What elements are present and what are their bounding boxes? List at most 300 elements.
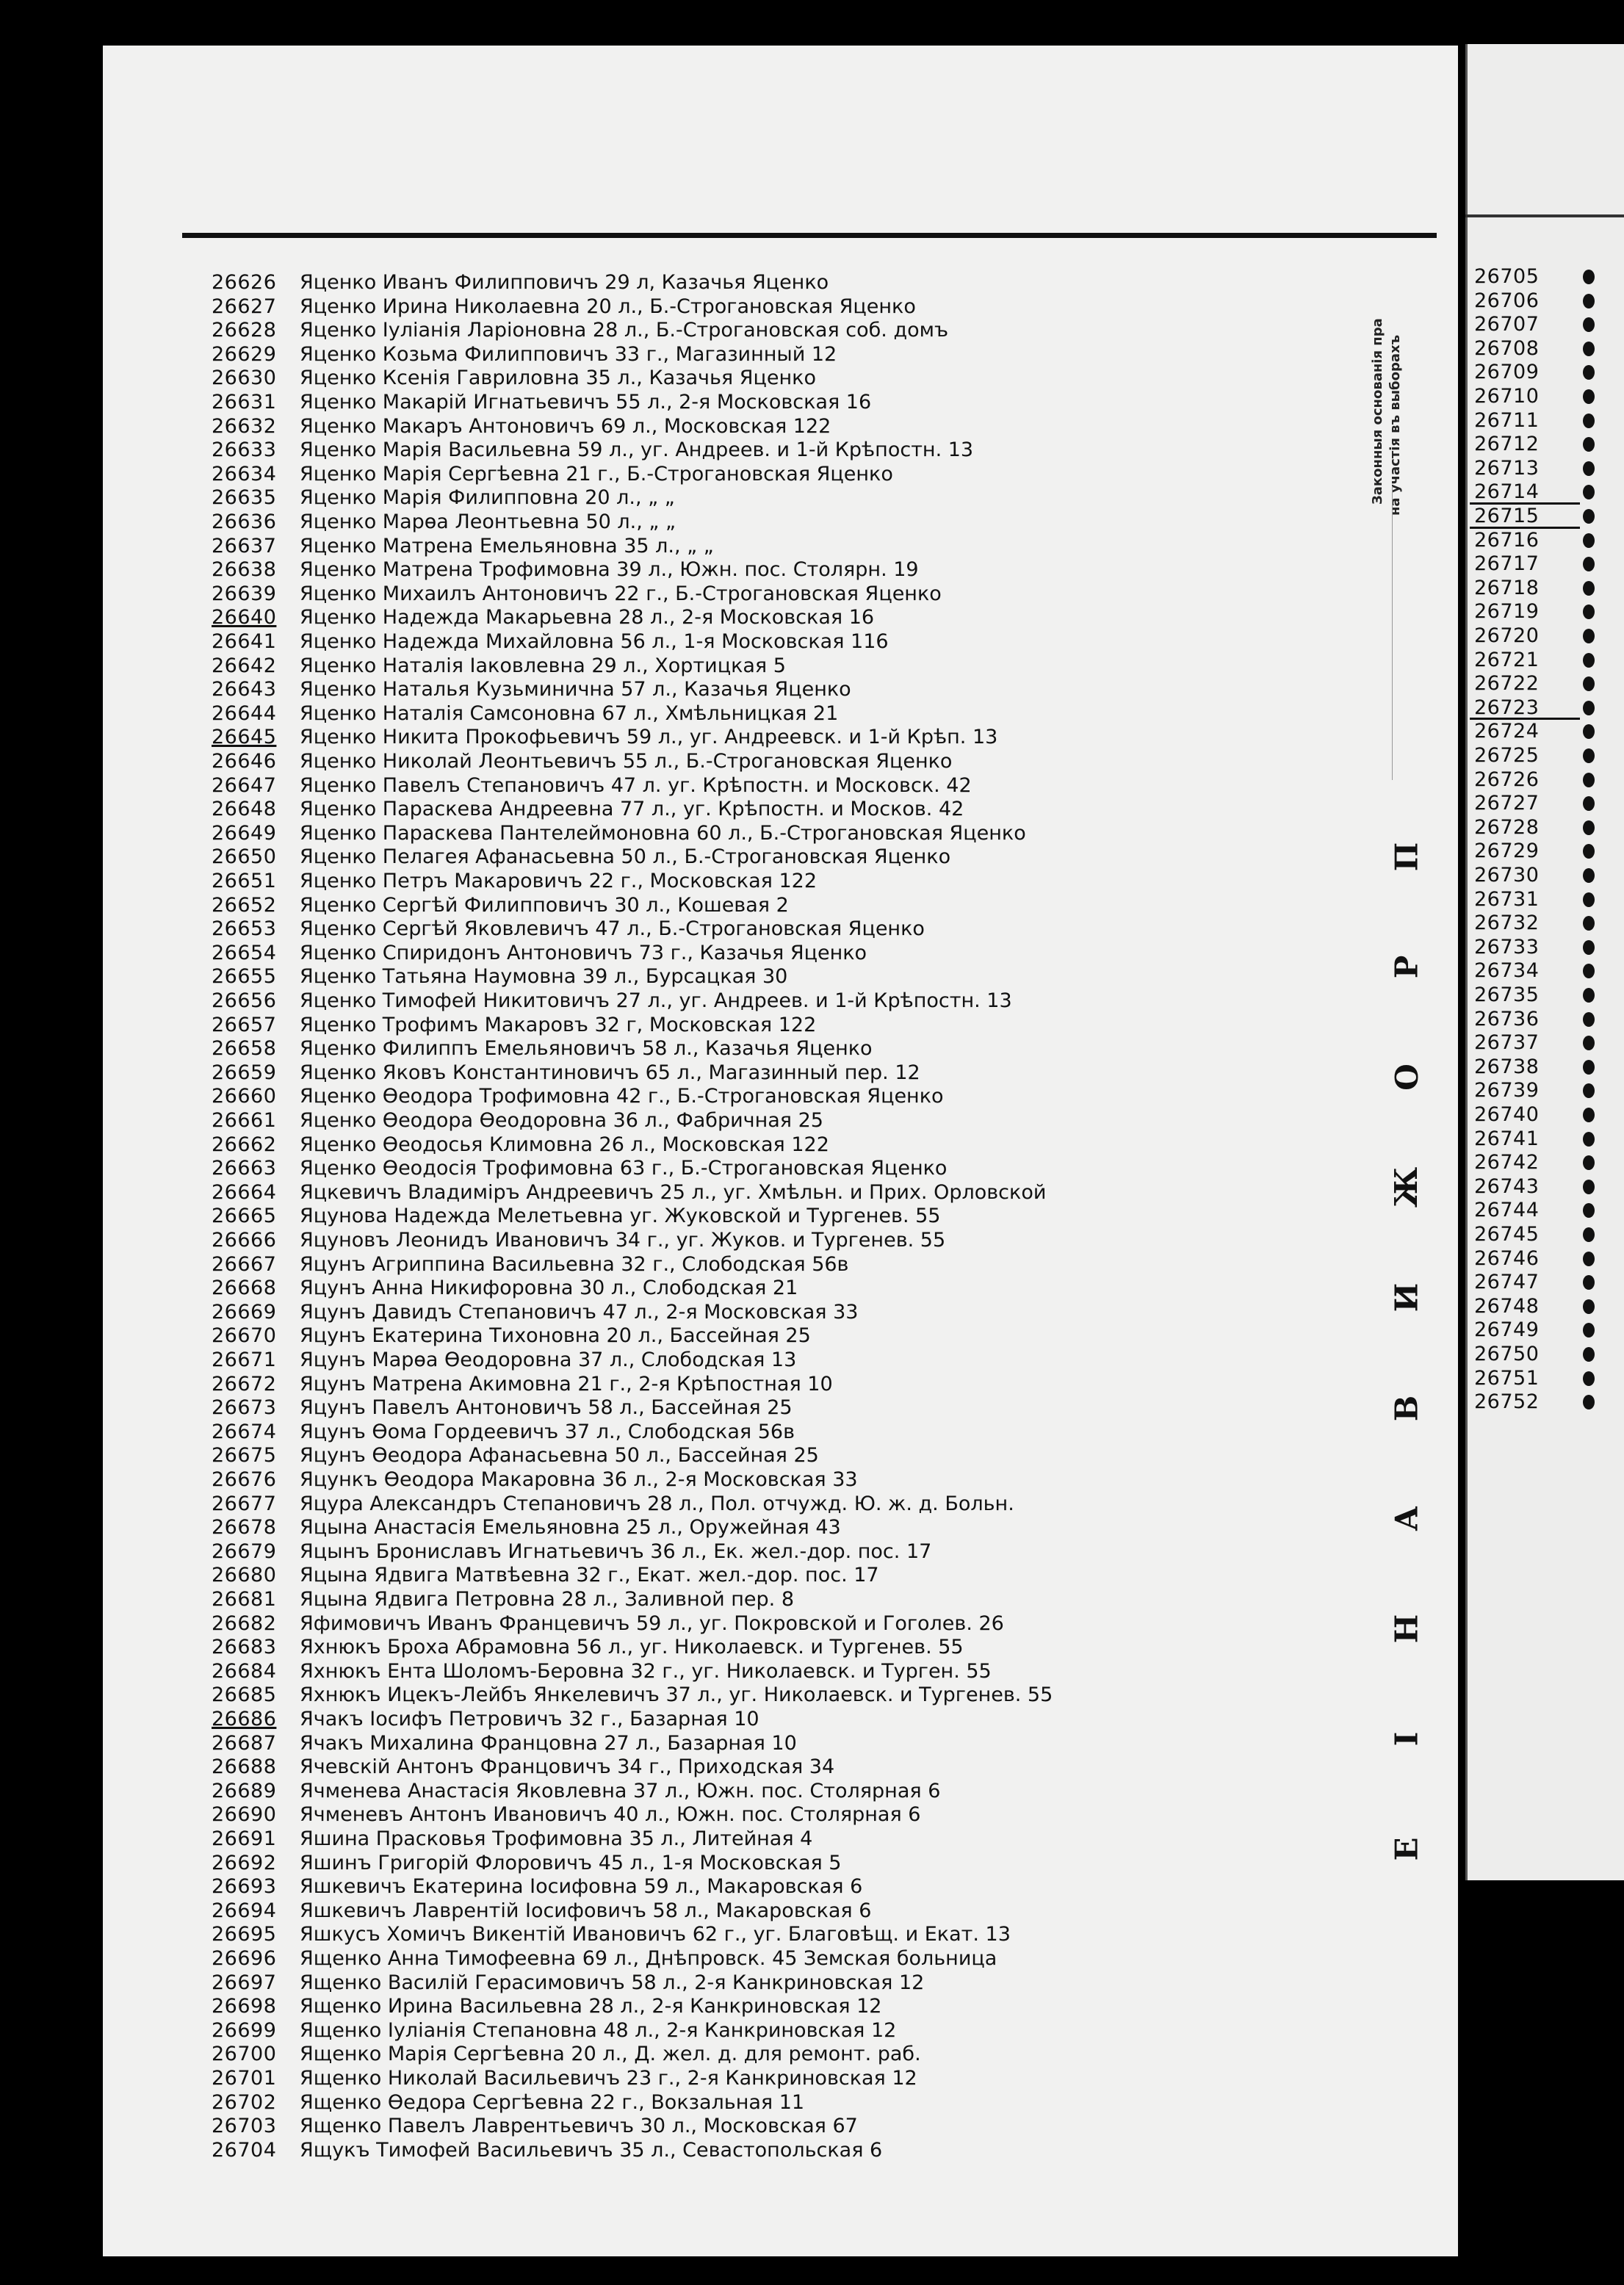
entry-text: Яценко Татьяна Наумовна 39 л., Бурсацкая 30: [300, 965, 788, 989]
entry-number: 26656: [212, 989, 277, 1012]
entry-number: 26646: [212, 750, 277, 773]
entry-text: Яценко Николай Леонтьевичъ 55 л., Б.-Строгановская Яценко: [300, 750, 953, 773]
strip-number: 26729: [1474, 839, 1621, 863]
list-item: [103, 893, 1351, 917]
entry-number: 26632: [212, 414, 277, 438]
entry-number: 26698: [212, 1995, 277, 2018]
entry-number: 26644: [212, 701, 277, 725]
entry-number: 26701: [212, 2067, 277, 2090]
list-item: [103, 1443, 1351, 1468]
entry-number: 26638: [212, 558, 277, 582]
entry-number: 26692: [212, 1851, 277, 1874]
legal-heading: [1370, 295, 1403, 516]
entry-text: Яцунъ Ѳеодора Афанасьевна 50 л., Бассейная 25: [300, 1444, 819, 1468]
entry-text: Ячменевъ Антонъ Ивановичъ 40 л., Южн. пос. Столярная 6: [300, 1803, 921, 1827]
entry-text: Яценко Наталія Самсоновна 67 л., Хмѣльницкая 21: [300, 701, 839, 725]
entry-text: Яценко Козьма Филипповичъ 33 г., Магазинный 12: [300, 342, 837, 366]
entry-text: Яхнюкъ Ицекъ-Лейбъ Янкелевичъ 37 л., уг. Николаевск. и Тургенев. 55: [300, 1683, 1053, 1707]
entry-text: Яценко Тимофей Никитовичъ 27 л., уг. Андреев. и 1-й Крѣпостн. 13: [300, 989, 1012, 1012]
list-item: [103, 1539, 1351, 1564]
vertical-heading-letter: П: [1388, 842, 1425, 872]
entry-number: 26628: [212, 319, 277, 342]
entry-text: Яценко Макаръ Антоновичъ 69 л., Московская 122: [300, 414, 831, 438]
entry-number: 26651: [212, 870, 277, 892]
list-item: [103, 1779, 1351, 1803]
entry-text: Ященко Іуліанія Степановна 48 л., 2-я Канкриновская 12: [300, 2018, 897, 2042]
list-item: [103, 941, 1351, 965]
strip-number: 26743: [1474, 1174, 1621, 1199]
list-item: [103, 462, 1351, 486]
strip-number: 26749: [1474, 1318, 1621, 1342]
list-item: [103, 1922, 1351, 1946]
entry-text: Яцункъ Ѳеодора Макаровна 36 л., 2-я Московская 33: [300, 1468, 858, 1491]
vertical-heading-letter: Н: [1388, 1614, 1425, 1644]
entry-text: Яцына Анастасія Емельяновна 25 л., Оружейная 43: [300, 1516, 841, 1539]
entry-text: Яценко Сергѣй Филипповичъ 30 л., Кошевая 2: [300, 893, 789, 917]
list-item: [103, 1468, 1351, 1492]
entry-text: Яценко Сергѣй Яковлевичъ 47 л., Б.-Строгановская Яценко: [300, 917, 925, 941]
entry-text: Яценко Макарій Игнатьевичъ 55 л., 2-я Московская 16: [300, 391, 872, 414]
strip-number: 26751: [1474, 1366, 1621, 1390]
entry-text: Ячакъ Михалина Францовна 27 л., Базарная 10: [300, 1731, 797, 1755]
list-item: [103, 1108, 1351, 1133]
entry-text: Яценко Ѳеодосія Трофимовна 63 г., Б.-Строгановская Яценко: [300, 1157, 948, 1180]
strip-number: 26747: [1474, 1270, 1621, 1294]
entry-number: 26647: [212, 773, 277, 797]
strip-number: 26716: [1474, 528, 1621, 552]
entry-text: Яценко Ирина Николаевна 20 л., Б.-Строгановская Яценко: [300, 295, 916, 318]
entry-text: Яценко Филиппъ Емельяновичъ 58 л., Казачья Яценко: [300, 1037, 873, 1061]
list-item: [103, 1036, 1351, 1061]
entry-number: 26676: [212, 1468, 277, 1491]
list-item: [103, 677, 1351, 701]
entry-number: 26672: [212, 1372, 277, 1396]
vertical-heading-letter: В: [1388, 1395, 1425, 1421]
list-item: [103, 1156, 1351, 1180]
list-item: [103, 1180, 1351, 1205]
list-item: [103, 1611, 1351, 1636]
vertical-heading: [1385, 839, 1429, 1867]
entry-number: 26702: [212, 2090, 277, 2114]
list-item: [103, 1874, 1351, 1899]
list-item: [103, 2114, 1351, 2138]
entry-text: Ященко Василій Герасимовичъ 58 л., 2-я Канкриновская 12: [300, 1971, 925, 1994]
entry-number: 26653: [212, 917, 277, 941]
entry-number: 26639: [212, 582, 277, 605]
entry-number: 26681: [212, 1588, 277, 1611]
list-item: [103, 1515, 1351, 1539]
entry-number: 26661: [212, 1109, 277, 1132]
vertical-heading-letter: И: [1388, 1283, 1425, 1313]
list-item: [103, 773, 1351, 798]
strip-number: 26708: [1474, 336, 1621, 361]
entry-number: 26652: [212, 893, 277, 917]
entry-text: Ячакъ Іосифъ Петровичъ 32 г., Базарная 10: [300, 1708, 759, 1730]
strip-number: 26705: [1474, 264, 1621, 289]
list-item: [103, 390, 1351, 414]
document-page: [103, 46, 1458, 2256]
strip-number: 26737: [1474, 1030, 1621, 1055]
strip-number: 26734: [1474, 959, 1621, 983]
list-item: [103, 725, 1351, 749]
strip-number: 26706: [1474, 289, 1621, 313]
entry-text: Яценко Никита Прокофьевичъ 59 л., уг. Андреевск. и 1-й Крѣп. 13: [300, 726, 998, 749]
entry-text: Яценко Матрена Емельяновна 35 л., „ „: [300, 534, 714, 557]
list-item: [103, 510, 1351, 534]
list-item: [103, 270, 1351, 295]
entry-number: 26679: [212, 1539, 277, 1563]
entry-text: Яцунъ Давидъ Степановичъ 47 л., 2-я Московская 33: [300, 1300, 859, 1324]
strip-header-rule: [1465, 214, 1624, 217]
entry-number: 26662: [212, 1133, 277, 1156]
entry-text: Яценко Ксенія Гавриловна 35 л., Казачья Яценко: [300, 367, 816, 390]
strip-number: 26728: [1474, 815, 1621, 840]
list-item: [103, 989, 1351, 1013]
entry-number: 26664: [212, 1180, 277, 1204]
entry-text: Яценко Параскева Пантелеймоновна 60 л., Б.-Строгановская Яценко: [300, 821, 1026, 845]
entry-number: 26655: [212, 965, 277, 989]
list-item: [103, 318, 1351, 342]
vertical-heading-letter: Е: [1388, 1837, 1425, 1861]
list-item: [103, 2138, 1351, 2162]
strip-number: 26712: [1474, 432, 1621, 456]
pencil-mark: [1470, 527, 1580, 529]
strip-number: 26732: [1474, 911, 1621, 935]
entry-text: Яцунъ Агриппина Васильевна 32 г., Слободская 56в: [300, 1252, 849, 1276]
strip-number: 26733: [1474, 935, 1621, 959]
list-item: [103, 1755, 1351, 1779]
entry-number: 26682: [212, 1611, 277, 1635]
entry-text: Яценко Иванъ Филипповичъ 29 л, Казачья Яценко: [300, 271, 829, 294]
list-item: [103, 485, 1351, 510]
strip-number: 26710: [1474, 384, 1621, 408]
list-item: [103, 1707, 1351, 1731]
list-item: [103, 342, 1351, 367]
entry-number: 26690: [212, 1803, 277, 1827]
entry-text: Яценко Павелъ Степановичъ 47 л. уг. Крѣпостн. и Московск. 42: [300, 773, 972, 797]
legal-heading-line2: на участія въ выборахъ: [1387, 334, 1403, 516]
entry-text: Яценко Петръ Макаровичъ 22 г., Московская 122: [300, 870, 818, 892]
page-edge: [1465, 44, 1468, 1880]
list-item: [103, 1300, 1351, 1324]
list-item: [103, 1587, 1351, 1611]
entry-text: Яцунова Надежда Мелетьевна уг. Жуковской и Тургенев. 55: [300, 1205, 941, 1228]
strip-number: 26724: [1474, 719, 1621, 743]
entry-text: Ячменева Анастасія Яковлевна 37 л., Южн. пос. Столярная 6: [300, 1779, 941, 1802]
entry-number: 26668: [212, 1277, 277, 1300]
entry-text: Яцунъ Марѳа Ѳеодоровна 37 л., Слободская 13: [300, 1349, 797, 1371]
list-item: [103, 1372, 1351, 1396]
entry-text: Яценко Іуліанія Ларіоновна 28 л., Б.-Строгановская соб. домъ: [300, 319, 949, 342]
strip-number: 26709: [1474, 360, 1621, 384]
strip-number: 26730: [1474, 863, 1621, 887]
entry-text: Яхнюкъ Броха Абрамовна 56 л., уг. Николаевск. и Тургенев. 55: [300, 1636, 964, 1659]
strip-number: 26748: [1474, 1294, 1621, 1318]
list-item: [103, 1228, 1351, 1252]
entry-number: 26630: [212, 367, 277, 390]
entry-number: 26675: [212, 1444, 277, 1468]
entry-text: Яфимовичъ Иванъ Францевичъ 59 л., уг. Покровской и Гоголев. 26: [300, 1611, 1004, 1635]
entry-text: Яхнюкъ Ента Шоломъ-Беровна 32 г., уг. Николаевск. и Турген. 55: [300, 1659, 992, 1683]
list-item: [103, 1827, 1351, 1851]
entry-number: 26671: [212, 1349, 277, 1371]
list-item: [103, 1971, 1351, 1995]
entry-number: 26649: [212, 821, 277, 845]
entry-number: 26699: [212, 2018, 277, 2042]
entry-number: 26688: [212, 1755, 277, 1779]
list-item: [103, 629, 1351, 654]
entry-number: 26658: [212, 1037, 277, 1061]
entry-number: 26703: [212, 2115, 277, 2138]
entry-text: Яценко Марія Филипповна 20 л., „ „: [300, 486, 675, 510]
entry-text: Яцунъ Анна Никифоровна 30 л., Слободская 21: [300, 1277, 798, 1300]
list-item: [103, 1204, 1351, 1228]
strip-number: 26744: [1474, 1198, 1621, 1222]
entry-number: 26635: [212, 486, 277, 510]
strip-number: 26711: [1474, 408, 1621, 433]
entry-text: Яценко Спиридонъ Антоновичъ 73 г., Казачья Яценко: [300, 941, 867, 964]
entry-text: Ященко Николай Васильевичъ 23 г., 2-я Канкриновская 12: [300, 2067, 917, 2090]
strip-number: 26721: [1474, 648, 1621, 672]
entry-text: Яценко Пелагея Афанасьевна 50 л., Б.-Строгановская Яценко: [300, 845, 951, 869]
entry-number: 26631: [212, 391, 277, 414]
list-item: [103, 1061, 1351, 1085]
entry-text: Яценко Яковъ Константиновичъ 65 л., Магазинный пер. 12: [300, 1061, 920, 1084]
entry-text: Яценко Михаилъ Антоновичъ 22 г., Б.-Строгановская Яценко: [300, 582, 942, 605]
strip-number: 26725: [1474, 743, 1621, 768]
pencil-mark: [1470, 502, 1580, 505]
entry-number: 26695: [212, 1923, 277, 1946]
entry-number: 26700: [212, 2043, 277, 2066]
entry-text: Яценко Наталья Кузьминична 57 л., Казачья Яценко: [300, 678, 851, 701]
strip-number: 26741: [1474, 1127, 1621, 1151]
entry-number: 26636: [212, 510, 277, 533]
entry-text: Яценко Наталія Іаковлевна 29 л., Хортицкая 5: [300, 654, 786, 677]
list-item: [103, 1851, 1351, 1875]
list-item: [103, 869, 1351, 893]
list-item: [103, 1994, 1351, 2018]
strip-number: 26719: [1474, 599, 1621, 624]
list-item: [103, 2090, 1351, 2115]
entry-text: Яцынъ Брониславъ Игнатьевичъ 36 л., Ек. жел.-дор. пос. 17: [300, 1539, 932, 1563]
entry-text: Ященко Анна Тимофеевна 69 л., Днѣпровск. 45 Земская больница: [300, 1947, 997, 1970]
strip-number: 26715: [1474, 504, 1621, 528]
list-item: [103, 366, 1351, 390]
entry-number: 26669: [212, 1300, 277, 1324]
list-item: [103, 797, 1351, 821]
entry-text: Яцунъ Ѳома Гордеевичъ 37 л., Слободская 56в: [300, 1420, 795, 1443]
entry-number: 26627: [212, 295, 277, 318]
list-item: [103, 1946, 1351, 1971]
entry-number: 26626: [212, 271, 277, 294]
entry-number: 26654: [212, 941, 277, 964]
pencil-mark: [1470, 718, 1580, 720]
vertical-heading-letter: О: [1388, 1064, 1425, 1091]
entry-number: 26684: [212, 1659, 277, 1683]
list-item: [103, 654, 1351, 678]
list-item: [103, 295, 1351, 319]
list-item: [103, 701, 1351, 726]
strip-number: 26731: [1474, 887, 1621, 912]
entry-number: 26693: [212, 1875, 277, 1899]
list-item: [103, 557, 1351, 582]
strip-number: 26740: [1474, 1102, 1621, 1127]
entry-number: 26659: [212, 1061, 277, 1084]
vertical-heading-letter: Ж: [1388, 1167, 1425, 1208]
list-item: [103, 1420, 1351, 1444]
entry-number: 26637: [212, 534, 277, 557]
strip-number: 26738: [1474, 1055, 1621, 1079]
entry-number: 26665: [212, 1205, 277, 1228]
vertical-heading-letter: Р: [1388, 955, 1425, 979]
list-item: [103, 1563, 1351, 1587]
list-item: [103, 964, 1351, 989]
entry-number: 26696: [212, 1947, 277, 1970]
list-item: [103, 1635, 1351, 1659]
list-item: [103, 2066, 1351, 2090]
list-item: [103, 414, 1351, 438]
entry-number: 26650: [212, 845, 277, 869]
entry-number: 26663: [212, 1157, 277, 1180]
list-item: [103, 1396, 1351, 1420]
strip-number: 26745: [1474, 1222, 1621, 1246]
entry-text: Яценко Матрена Трофимовна 39 л., Южн. пос. Столярн. 19: [300, 558, 919, 582]
strip-number: 26727: [1474, 791, 1621, 815]
entry-number: 26704: [212, 2138, 277, 2162]
strip-number: 26720: [1474, 624, 1621, 648]
strip-number: 26718: [1474, 576, 1621, 600]
entry-number: 26642: [212, 654, 277, 677]
list-item: [103, 845, 1351, 869]
entry-text: Ященко Ирина Васильевна 28 л., 2-я Канкриновская 12: [300, 1995, 882, 2018]
strip-number: 26714: [1474, 480, 1621, 504]
list-item: [103, 1133, 1351, 1157]
list-item: [103, 821, 1351, 845]
list-item: [103, 1802, 1351, 1827]
entry-number: 26689: [212, 1779, 277, 1802]
entry-number: 26645: [212, 726, 277, 749]
entry-text: Яшкусъ Хомичъ Викентій Ивановичъ 62 г., уг. Благовѣщ. и Екат. 13: [300, 1923, 1011, 1946]
header-rule: [182, 233, 1437, 238]
entry-text: Яценко Ѳеодосья Климовна 26 л., Московская 122: [300, 1133, 829, 1156]
list-item: [103, 605, 1351, 629]
list-item: [103, 1324, 1351, 1348]
entry-number: 26633: [212, 438, 277, 462]
entry-number: 26666: [212, 1229, 277, 1252]
strip-number: 26752: [1474, 1390, 1621, 1414]
list-item: [103, 534, 1351, 558]
vertical-heading-letter: А: [1388, 1506, 1425, 1531]
list-item: [103, 1492, 1351, 1516]
entry-text: Яценко Ѳеодора Ѳеодоровна 36 л., Фабричная 25: [300, 1109, 823, 1132]
entry-text: Яценко Надежда Макарьевна 28 л., 2-я Московская 16: [300, 606, 875, 629]
list-item: [103, 438, 1351, 462]
entry-number: 26687: [212, 1731, 277, 1755]
entry-number: 26686: [212, 1708, 277, 1730]
entry-number: 26643: [212, 678, 277, 701]
entry-number: 26674: [212, 1420, 277, 1443]
entry-number: 26683: [212, 1636, 277, 1659]
strip-number: 26726: [1474, 768, 1621, 792]
entry-number: 26685: [212, 1683, 277, 1707]
entry-number: 26640: [212, 606, 277, 629]
entry-text: Ященко Ѳедора Сергѣевна 22 г., Вокзальная 11: [300, 2090, 805, 2114]
list-item: [103, 1683, 1351, 1707]
entry-text: Яцура Александръ Степановичъ 28 л., Пол. отчужд. Ю. ж. д. Больн.: [300, 1492, 1014, 1515]
entry-text: Яценко Параскева Андреевна 77 л., уг. Крѣпостн. и Москов. 42: [300, 798, 964, 821]
entry-text: Яценко Марія Васильевна 59 л., уг. Андреев. и 1-й Крѣпостн. 13: [300, 438, 974, 462]
entry-text: Яцунъ Екатерина Тихоновна 20 л., Бассейная 25: [300, 1324, 811, 1348]
entry-text: Яценко Трофимъ Макаровъ 32 г, Московская 122: [300, 1013, 817, 1036]
entry-number: 26641: [212, 630, 277, 653]
entry-text: Яцунъ Павелъ Антоновичъ 58 л., Бассейная 25: [300, 1396, 793, 1420]
entry-text: Яценко Марія Сергѣевна 21 г., Б.-Строгановская Яценко: [300, 462, 893, 485]
list-item: [103, 1084, 1351, 1108]
list-item: [103, 2042, 1351, 2066]
list-item: [103, 1899, 1351, 1923]
entry-number: 26697: [212, 1971, 277, 1994]
entry-text: Яцунъ Матрена Акимовна 21 г., 2-я Крѣпостная 10: [300, 1372, 833, 1396]
entry-text: Яцуновъ Леонидъ Ивановичъ 34 г., уг. Жуков. и Тургенев. 55: [300, 1229, 946, 1252]
entry-text: Яцына Ядвига Петровна 28 л., Заливной пер. 8: [300, 1588, 794, 1611]
entry-text: Яшкевичъ Екатерина Іосифовна 59 л., Макаровская 6: [300, 1875, 863, 1899]
strip-number: 26750: [1474, 1342, 1621, 1366]
strip-number: 26736: [1474, 1007, 1621, 1031]
heading-divider: [1392, 486, 1393, 780]
entry-number: 26691: [212, 1827, 277, 1850]
entry-number: 26694: [212, 1899, 277, 1922]
entry-number: 26629: [212, 342, 277, 366]
entry-text: Ященко Павелъ Лаврентьевичъ 30 л., Московская 67: [300, 2115, 858, 2138]
entry-text: Ященко Марія Сергѣевна 20 л., Д. жел. д. для ремонт. раб.: [300, 2043, 921, 2066]
entry-text: Яценко Ѳеодора Трофимовна 42 г., Б.-Строгановская Яценко: [300, 1085, 944, 1108]
strip-number: 26735: [1474, 983, 1621, 1007]
strip-number: 26717: [1474, 552, 1621, 576]
entry-number: 26670: [212, 1324, 277, 1348]
strip-number: 26722: [1474, 671, 1621, 696]
entry-number: 26680: [212, 1564, 277, 1587]
list-item: [103, 1276, 1351, 1300]
list-item: [103, 2018, 1351, 2043]
entry-text: Ячевскій Антонъ Францовичъ 34 г., Приходская 34: [300, 1755, 835, 1779]
strip-number: 26739: [1474, 1078, 1621, 1102]
list-item: [103, 749, 1351, 773]
entry-text: Яшкевичъ Лаврентій Іосифовичъ 58 л., Макаровская 6: [300, 1899, 872, 1922]
list-item: [103, 582, 1351, 606]
entry-text: Яцына Ядвига Матвѣевна 32 г., Екат. жел.-дор. пос. 17: [300, 1564, 879, 1587]
list-item: [103, 917, 1351, 941]
strip-number: 26742: [1474, 1150, 1621, 1174]
strip-number: 26707: [1474, 312, 1621, 336]
strip-number: 26746: [1474, 1246, 1621, 1271]
entry-text: Ящукъ Тимофей Васильевичъ 35 л., Севастопольская 6: [300, 2138, 883, 2162]
entry-text: Яшинъ Григорій Флоровичъ 45 л., 1-я Московская 5: [300, 1851, 842, 1874]
entry-number: 26660: [212, 1085, 277, 1108]
entry-number: 26648: [212, 798, 277, 821]
vertical-heading-letter: І: [1388, 1731, 1425, 1747]
entry-number: 26667: [212, 1252, 277, 1276]
entry-text: Яцкевичъ Владиміръ Андреевичъ 25 л., уг. Хмѣльн. и Прих. Орловской: [300, 1180, 1047, 1204]
list-item: [103, 1348, 1351, 1372]
list-item: [103, 1013, 1351, 1037]
adjacent-page-strip: [1465, 44, 1624, 1880]
entry-text: Яценко Марѳа Леонтьевна 50 л., „ „: [300, 510, 676, 533]
entry-text: Яценко Надежда Михайловна 56 л., 1-я Московская 116: [300, 630, 889, 653]
strip-number: 26713: [1474, 456, 1621, 480]
list-item: [103, 1659, 1351, 1683]
entry-text: Яшина Прасковья Трофимовна 35 л., Литейная 4: [300, 1827, 813, 1850]
list-item: [103, 1731, 1351, 1755]
